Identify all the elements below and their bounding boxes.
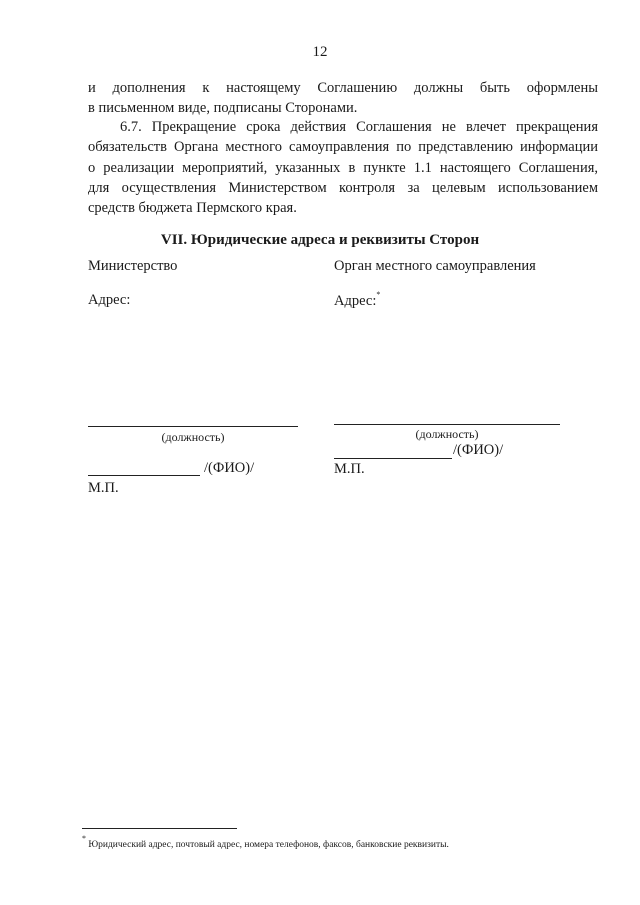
paragraph-line: о реализации мероприятий, указанных в пункте 1.1 настоящего Соглашения, [88, 159, 598, 176]
paragraph-line: средств бюджета Пермского края. [88, 200, 297, 217]
footnote-separator [82, 828, 237, 829]
paragraph-line: обязательств Органа местного самоуправления по представлению информации [88, 139, 598, 156]
footnote [82, 836, 449, 850]
footnote-reference: * [376, 290, 381, 299]
paragraph-line: 6.7. Прекращение срока действия Соглашения не влечет прекращения [120, 119, 598, 135]
page-number: 12 [312, 44, 328, 60]
right-address-label [334, 292, 380, 310]
section-heading: VII. Юридические адреса и реквизиты Сторон [160, 232, 480, 248]
left-seal-label: М.П. [88, 480, 119, 496]
paragraph-line: для осуществления Министерством контроля за целевым использованием [88, 179, 598, 196]
paragraph-amendments [88, 78, 598, 119]
left-position-caption: (должность) [161, 430, 225, 444]
left-address-label: Адрес: [88, 292, 131, 308]
paragraph-termination [88, 117, 598, 218]
footnote-text: Юридический адрес, почтовый адрес, номера телефонов, факсов, банковские реквизиты. [86, 840, 449, 851]
paragraph-line: в письменном виде, подписаны Сторонами. [88, 100, 358, 117]
right-address-text: Адрес: [334, 292, 377, 309]
left-signature-line [88, 475, 200, 476]
left-position-line [88, 426, 298, 427]
right-seal-label: М.П. [334, 461, 365, 477]
right-fio-label: /(ФИО)/ [453, 442, 504, 458]
paragraph-line: и дополнения к настоящему Соглашению должны быть оформлены [88, 80, 598, 96]
left-fio-label: /(ФИО)/ [204, 460, 255, 476]
right-position-line [334, 424, 560, 425]
footnote-mark: * [82, 834, 86, 843]
right-party-name: Орган местного самоуправления [334, 258, 536, 274]
right-position-caption: (должность) [415, 427, 479, 441]
left-party-name: Министерство [88, 258, 178, 274]
right-signature-line [334, 458, 452, 459]
